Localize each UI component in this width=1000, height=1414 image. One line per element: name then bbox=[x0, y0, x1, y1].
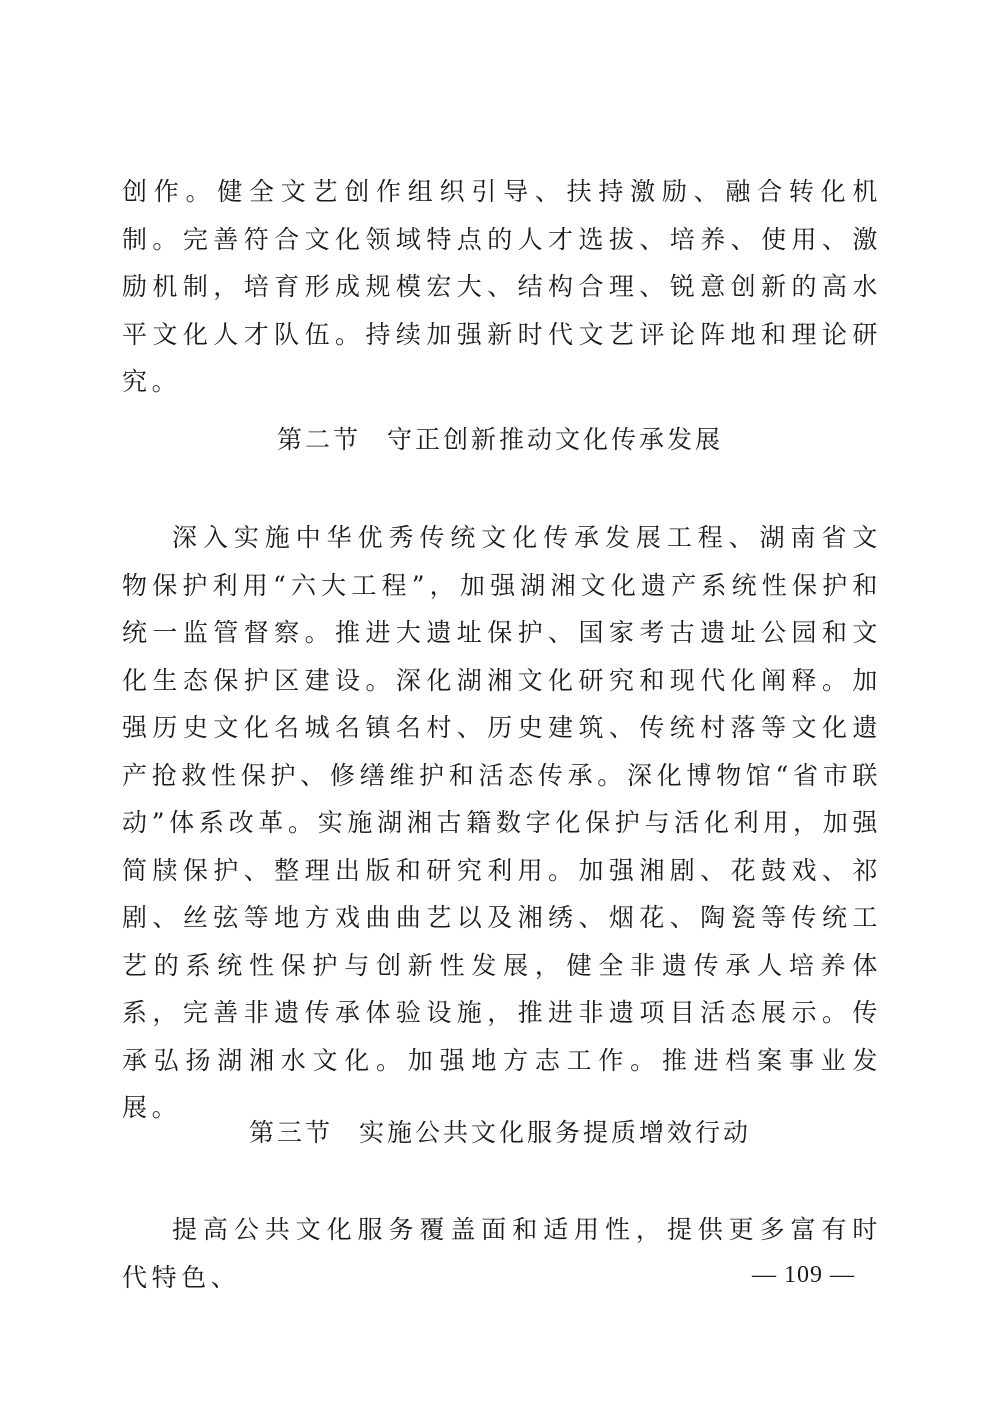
section-heading-3 bbox=[0, 1113, 1000, 1149]
paragraph-public-service: 提高公共文化服务覆盖面和适用性，提供更多富有时代特色、 bbox=[122, 1215, 882, 1292]
section-heading-2 bbox=[0, 420, 1000, 456]
page-number: — 109 — bbox=[752, 1262, 855, 1288]
section-title: 守正创新推动文化传承发展 bbox=[387, 425, 724, 454]
section-number: 第三节 bbox=[248, 1118, 333, 1147]
paragraph-continued: 创作。健全文艺创作组织引导、扶持激励、融合转化机制。完善符合文化领域特点的人才选拔、培养、使用、激励机制，培育形成规模宏大、结构合理、锐意创新的高水平文化人才队伍。持续加强新时代文艺评论阵地和理论研究。 bbox=[122, 177, 882, 396]
paragraph-heritage: 深入实施中华优秀传统文化传承发展工程、湖南省文物保护利用“六大工程”，加强湖湘文化遗产系统性保护和统一监管督察。推进大遗址保护、国家考古遗址公园和文化生态保护区建设。深化湖湘文化研究和现代化阐释。加强历史文化名城名镇名村、历史建筑、传统村落等文化遗产抢救性保护、修缮维护和活态传承。深化博物馆“省市联动”体系改革。实施湖湘古籍数字化保护与活化利用，加强简牍保护、整理出版和研究利用。加强湘剧、花鼓戏、祁剧、丝弦等地方戏曲曲艺以及湘绣、烟花、陶瓷等传统工艺的系统性保护与创新性发展，健全非遗传承人培养体系，完善非遗传承体验设施，推进非遗项目活态展示。传承弘扬湖湘水文化。加强地方志工作。推进档案事业发展。 bbox=[122, 523, 882, 1122]
section-title: 实施公共文化服务提质增效行动 bbox=[359, 1118, 752, 1147]
section-number: 第二节 bbox=[276, 425, 361, 454]
